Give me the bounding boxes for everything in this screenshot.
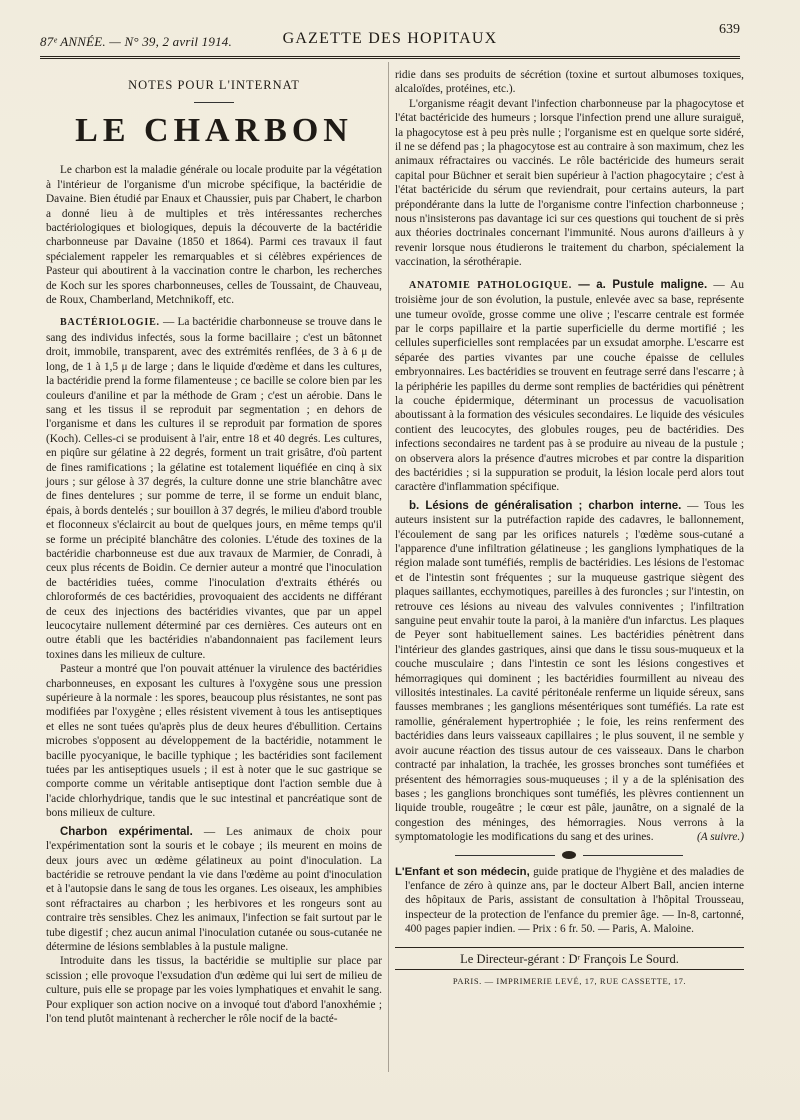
generalisation-paragraph: [395, 499, 744, 845]
book-title: L'Enfant et son médecin,: [395, 865, 530, 878]
intro-paragraph: Le charbon est la maladie générale ou locale produite par la végétation à l'intérieur de l'organisme d'un microbe spécifique, la bactéridie de Davaine. Bien étudié par Enaux et Chaussier, puis par Chabert, le charbon a donné lieu à de multiples et très intéressantes recherches bactériologiques et biologiques, depuis la découverte de la bactéridie charbonneuse par Davaine (1850 et 1864). Parmi ces travaux il faut spécialement rappeler les remarquables et si célèbres expériences de Pasteur qui aboutirent à la vaccination contre le charbon, les recherches de Koch sur les spores charbonneuses, celles de Toussaint, de Chauveau, de Roux, Chamberland, Metchnikoff, etc.: [46, 164, 382, 307]
generalisation-heading: b. Lésions de généralisation ; charbon interne.: [409, 499, 682, 512]
book-review-text: guide pratique de l'hygiène et des maladies de l'enfance de zéro à quinze ans, par le docteur Albert Ball, ancien interne des hôpitaux de Paris, assistant de consultation à l'hôpital Trousseau, inspecteur de la protection de l'enfance du premier âge. — In-8, cartonné, 400 pages papier indien. — Prix : 6 fr. 50. — Paris, A. Maloine.: [405, 865, 745, 936]
director-line: Le Directeur-gérant : Dʳ François Le Sourd.: [460, 951, 679, 966]
bacteriology-heading: BACTÉRIOLOGIE.: [60, 317, 160, 329]
right-column: [395, 68, 744, 988]
article-title: LE CHARBON: [75, 112, 353, 150]
anatomy-text: — Au troisième jour de son évolution, la pustule, enlevée avec sa base, représente une tumeur ovoïde, grosse comme une olive ; l'escarre centrale est formée par le corps papillaire et la partie superficielle du derme mortifié ; les cellules superficielles sont remplacées par un exsudat amorphe. L'escarre est séparée des parties vivantes par une couche épaisse de cellules embryonnaires. Les bactéridies se trouvent en feutrage serré dans l'escarre ; à la périphérie les papilles du derme sont remplies de bactéridies qui pénètrent la couche épidermique, déterminant un processus de vacuolisation aboutissant à la formation des vésicules secondaires. Le liquide des vésicules contient des leucocytes, des globules rouges, peu de bactéridies. Des infections secondaires ne tardent pas à se produire au niveau de la pustule ; on observera alors la présence d'autres microbes et par contre la disparition des bactéridies ; si la suppuration se produit, la lésion locale perd alors tout caractère d'inflammation spécifique.: [395, 278, 744, 494]
left-column: [46, 68, 382, 1026]
pustule-subheading: — a. Pustule maligne.: [578, 278, 708, 291]
printer-line: PARIS. — IMPRIMERIE LEVÉ, 17, RUE CASSETTE, 17.: [395, 969, 744, 988]
experimental-text: — Les animaux de choix pour l'expérimentation sont la souris et le cobaye ; ils meurent en moins de deux jours avec un œdème gélatineux au point d'inoculation. La bactéridie se retrouve pendant la vie dans l'œdème au point d'inoculation et à l'autopsie dans le sang de tous les organes. Les oiseaux, les amphibies sont réfractaires au charbon ; les herbivores et les rongeurs sont au contraire très sensibles. Chez les animaux, l'infection se fait surtout par le tube digestif ; chez aucun animal l'inoculation cutanée ou sous-cutanée ne détermine de lésions semblables à la pustule maligne.: [46, 825, 382, 953]
column-divider: [388, 62, 389, 1072]
footer-rule: [395, 947, 744, 948]
experimental-paragraph: [46, 825, 382, 955]
section-heading: NOTES POUR L'INTERNAT: [128, 78, 300, 92]
experimental-heading: Charbon expérimental.: [60, 825, 193, 838]
book-review: [395, 865, 744, 937]
page-header: [40, 22, 740, 59]
section-ornament: [395, 849, 744, 861]
anatomy-paragraph: [395, 278, 744, 495]
to-be-continued: (A suivre.): [696, 831, 744, 844]
continuation-paragraph: ridie dans ses produits de sécrétion (toxine et surtout albumoses toxiques, alcaloïdes, protéines, etc.).: [395, 69, 744, 96]
issue-line: 87ᵉ ANNÉE. — N° 39, 2 avril 1914.: [40, 34, 232, 49]
pasteur-paragraph: Pasteur a montré que l'on pouvait atténuer la virulence des bactéridies charbonneuses, en exposant les cultures à l'oxygène sous une pression supérieure à la normale : les spores, beaucoup plus résistantes, ne sont pas modifiées par l'oxygène ; elles résistent vivement à tous les antiseptiques et elles ne sont tuées qu'après plus de deux heures d'ébullition. Certains microbes s'opposent au développement de la bactéridie, notamment le bacille pyocyanique, le bacille typhique ; les bactéridies sont facilement tuées par les antiseptiques usuels ; il est à noter que le suc gastrique se comporte comme un véritable antiseptique dont l'action semble due à l'acide chlorhydrique, tandis que le suc intestinal et pancréatique sont de bons milieux de culture.: [46, 663, 382, 820]
page-number: 639: [719, 22, 740, 37]
journal-title: GAZETTE DES HOPITAUX: [282, 30, 498, 47]
bacteriology-paragraph: [46, 315, 382, 662]
anatomy-heading: ANATOMIE PATHOLOGIQUE.: [409, 279, 573, 291]
heading-rule: [194, 102, 234, 103]
phagocytosis-paragraph: L'organisme réagit devant l'infection charbonneuse par la phagocytose et l'état bactéricide des humeurs ; lorsque l'infection prend une allure suraiguë, la phagocytose est à peu près nulle ; l'organisme est en quelque sorte sidéré, il ne se défend pas ; la phagocytose est au contraire à son maximum, chez les animaux réfractaires ou vaccinés. Le rôle bactéricide des humeurs serait capital pour Büchner et serait bien supérieur à l'action phagocytaire ; c'est à l'état bactéricide du sérum que reviendrait, pour certains auteurs, la part prépondérante dans la lutte de l'organisme contre l'infection charbonneuse ; nous n'insisterons pas davantage ici sur ces questions qui touchent de si près aux théories doctrinales concernant l'immunité. Nous aurons d'ailleurs à y revenir lorsque nous étudierons le traitement du charbon, spécialement la vaccination, la sérothérapie.: [395, 97, 744, 269]
bacteriology-text: — La bactéridie charbonneuse se trouve dans le sang des individus infectés, sous la forme bacillaire ; c'est un bâtonnet droit, immobile, transparent, avec des extrémités renflées, de 3 à 6 μ de long, de 1 à 1,5 μ de large ; dans le liquide d'œdème et dans les cultures, la bactéridie prend la forme filamenteuse ; ce bacille se colore bien par les couleurs d'aniline et par la méthode de Gram ; c'est un aérobie. Dans le sang et les tissus il se reproduit par segmentation ; en dehors de l'organisme et dans les cultures il se reproduit par formation de spores (Koch). Celles-ci se produisent à l'air, entre 18 et 40 degrés. Les cultures, en piqûre sur gélatine à 22 degrés, forment un trait grisâtre, d'où partent de fines ramifications ; la gélatine est totalement liquéfiée en cinq à six jours ; sur gélose à 37 degrés, la culture donne une strie blanchâtre avec de fines dentelures ; sur pomme de terre, il se forme un enduit blanc, épais, à bords dentelés ; sur bouillon à 37 degrés, le milieu d'abord trouble et floconneux s'éclaircit au bout de quelques jours, en même temps qu'il se forme un précipité blanchâtre des colonies. L'étude des toxines de la bactéridie charbonneuse est due aux travaux de Marmier, de Conradi, à ceux plus récents de Boidin. Ce dernier auteur a montré que l'inoculation de bactéridies tuées, comme l'inoculation d'extraits éthérés ou chloroformés de ces bactéridies, provoquaient des accidents ne différant de ceux des injections des bactéridies vivantes, que par un appel leucocytaire nullement déterminé par ces dernières. Ces auteurs ont en outre établi que les bactéridies n'abandonnaient pas facilement leurs toxines dans les milieux de culture.: [46, 316, 383, 661]
introduction-tissue-paragraph: Introduite dans les tissus, la bactéridie se multiplie sur place par scission ; elle provoque l'exsudation d'un œdème qui lui sert de milieu de culture, puis elle se propage par les voies lymphatiques et envahit le sang. Pour expliquer son action nocive on a invoqué tout d'abord l'anoxhémie ; l'on tend plutôt maintenant à rechercher le rôle nocif de la bacté-: [46, 955, 382, 1025]
generalisation-text: — Tous les auteurs insistent sur la putréfaction rapide des cadavres, le ballonnement, l'écoulement de sang par les orifices naturels ; l'œdème sous-cutané a l'apparence d'une infiltration gélatineuse ; les ganglions lymphatiques de la région malade sont tuméfiés, remplis de bactéridies. Les lésions de l'estomac et de l'intestin sont fréquentes ; sur la muqueuse gastrique siègent des plaques saillantes, ecchymotiques, pareilles à des furoncles ; sur l'intestin, on retrouve ces lésions au niveau des valvules conniventes ; l'infiltration sanguine peut envahir toute la paroi, à la manière d'un infarctus. Les plaques de Peyer sont habituellement saines. Les bactéridies pénètrent dans l'intérieur des glandes gastriques, ainsi que dans le tissu sous-muqueux et la couche musculaire ; dans l'intestin ce sont les lésions congestives et hémorragiques qui dominent ; les bactéridies fourmillent au niveau des villosités intestinales. La cavité péritonéale renferme un liquide séreux, sans fausses membranes ; les ganglions mésentériques sont tuméfiés. La rate est ramollie, généralement hypertrophiée ; le foie, les reins renferment des bactéridies dans leurs vaisseaux capillaires ; le plus souvent, il ne semble y avoir aucune réaction des tissus autour de ces vaisseaux. Dans le charbon contracté par inhalation, la trachée, les grosses bronches sont tuméfiées et présentent des hémorragies sous-muqueuses ; il y a de la splénisation des bases ; les ganglions bronchiques sont tuméfiés, les plèvres contiennent un liquide trouble, rougeâtre ; le cœur est pâle, jaunâtre, on a signalé de la congestion des méninges, des hémorragies. Nous verrons à la symptomatologie les modifications du sang et des urines.: [395, 499, 745, 844]
